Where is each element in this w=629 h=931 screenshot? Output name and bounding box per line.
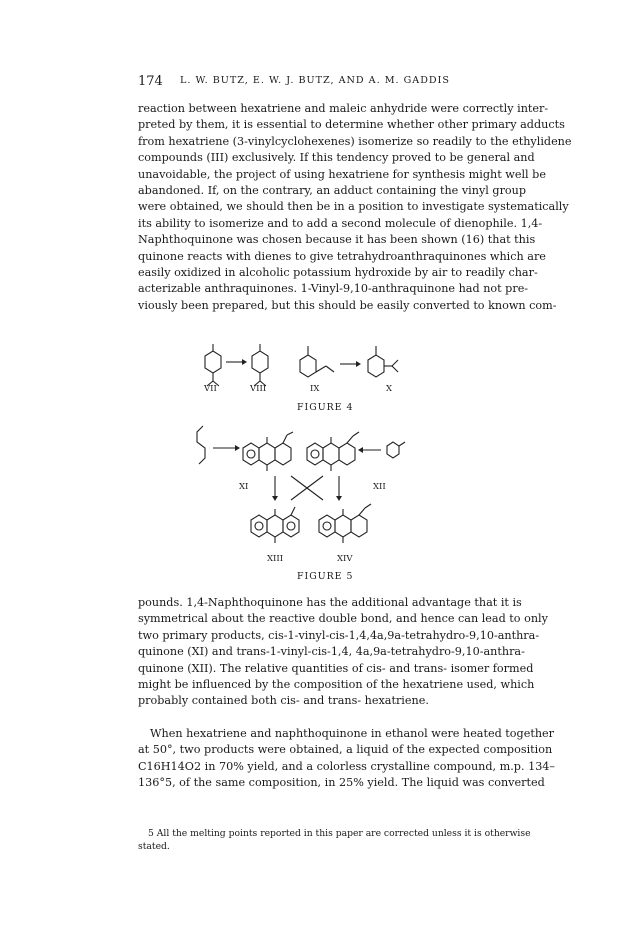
label-xii: XII xyxy=(373,482,386,492)
text-line: viously been prepared, but this should be easily converted to known com- xyxy=(138,298,557,312)
label-xi: XI xyxy=(239,482,249,492)
label-ix: IX xyxy=(310,384,320,394)
text-line: compounds (III) exclusively. If this tendency proved to be general and xyxy=(138,151,535,165)
footnote-line: stated. xyxy=(138,841,170,852)
paragraph-2 xyxy=(138,595,548,710)
figure-5 xyxy=(195,420,425,570)
text-line: When hexatriene and naphthoquinone in ethanol were heated together xyxy=(150,727,554,740)
text-line: unavoidable, the project of using hexatriene for synthesis might well be xyxy=(138,167,546,181)
structure-viii xyxy=(252,344,268,386)
text-line: probably contained both cis- and trans- hexatriene. xyxy=(138,694,429,708)
text-line: from hexatriene (3-vinylcyclohexenes) isomerize so readily to the ethylidene xyxy=(138,134,572,148)
page-number: 174 xyxy=(138,74,163,89)
text-line: reaction between hexatriene and maleic anhydride were correctly inter- xyxy=(138,102,549,115)
figure-4-structures xyxy=(190,340,450,400)
text-line: preted by them, it is essential to determine whether other primary adducts xyxy=(138,118,565,132)
label-xiv: XIV xyxy=(337,554,353,564)
text-line: 136°5, of the same composition, in 25% yield. The liquid was converted xyxy=(138,776,545,790)
running-head: L. W. BUTZ, E. W. J. BUTZ, AND A. M. GADDIS xyxy=(180,75,450,86)
text-line: pounds. 1,4-Naphthoquinone has the additional advantage that it is xyxy=(138,596,522,609)
paragraph-1 xyxy=(138,101,572,314)
text-line: symmetrical about the reactive double bond, and hence can lead to only xyxy=(138,612,548,626)
footnote-line: 5 All the melting points reported in this paper are corrected unless it is otherwise xyxy=(148,828,531,839)
figure-4 xyxy=(190,340,450,400)
structure-ix xyxy=(300,346,334,377)
structure-xiii xyxy=(251,507,299,543)
footnote xyxy=(138,827,531,853)
label-xiii: XIII xyxy=(267,554,284,564)
text-line: might be influenced by the composition of the hexatriene used, which xyxy=(138,678,535,692)
text-line: easily oxidized in alcoholic potassium hydroxide by air to readily char- xyxy=(138,266,538,280)
label-x: X xyxy=(386,384,393,394)
structure-x xyxy=(368,346,398,377)
text-line: two primary products, cis-1-vinyl-cis-1,4,4a,9a-tetrahydro-9,10-anthra- xyxy=(138,628,540,642)
figure-5-caption: FIGURE 5 xyxy=(297,571,354,582)
text-line: quinone (XII). The relative quantities of cis- and trans- isomer formed xyxy=(138,661,534,675)
paragraph-3 xyxy=(138,726,556,792)
page-header xyxy=(138,74,493,94)
hexatriene xyxy=(197,426,205,464)
figure-5-structures xyxy=(195,420,425,570)
structure-xi xyxy=(243,432,293,471)
structure-xii xyxy=(307,432,359,471)
text-line: at 50°, two products were obtained, a liquid of the expected composition xyxy=(138,743,553,757)
text-line: quinone reacts with dienes to give tetrahydroanthraquinones which are xyxy=(138,249,546,263)
label-viii: VIII xyxy=(250,384,267,394)
text-line: C16H14O2 in 70% yield, and a colorless crystalline compound, m.p. 134– xyxy=(138,759,556,773)
figure-4-caption: FIGURE 4 xyxy=(297,402,354,413)
label-vii: VII xyxy=(204,384,217,394)
structure-vii xyxy=(205,344,221,386)
text-line: Naphthoquinone was chosen because it has been shown (16) that this xyxy=(138,233,536,247)
text-line: acterizable anthraquinones. 1-Vinyl-9,10-anthraquinone had not pre- xyxy=(138,282,529,296)
diene xyxy=(387,442,399,458)
text-line: were obtained, we should then be in a position to investigate systematically xyxy=(138,200,569,214)
structure-xiv xyxy=(319,504,371,543)
text-line: its ability to isomerize and to add a second molecule of dienophile. 1,4- xyxy=(138,216,543,230)
text-line: quinone (XI) and trans-1-vinyl-cis-1,4, 4a,9a-tetrahydro-9,10-anthra- xyxy=(138,645,525,659)
text-line: abandoned. If, on the contrary, an adduct containing the vinyl group xyxy=(138,184,527,198)
